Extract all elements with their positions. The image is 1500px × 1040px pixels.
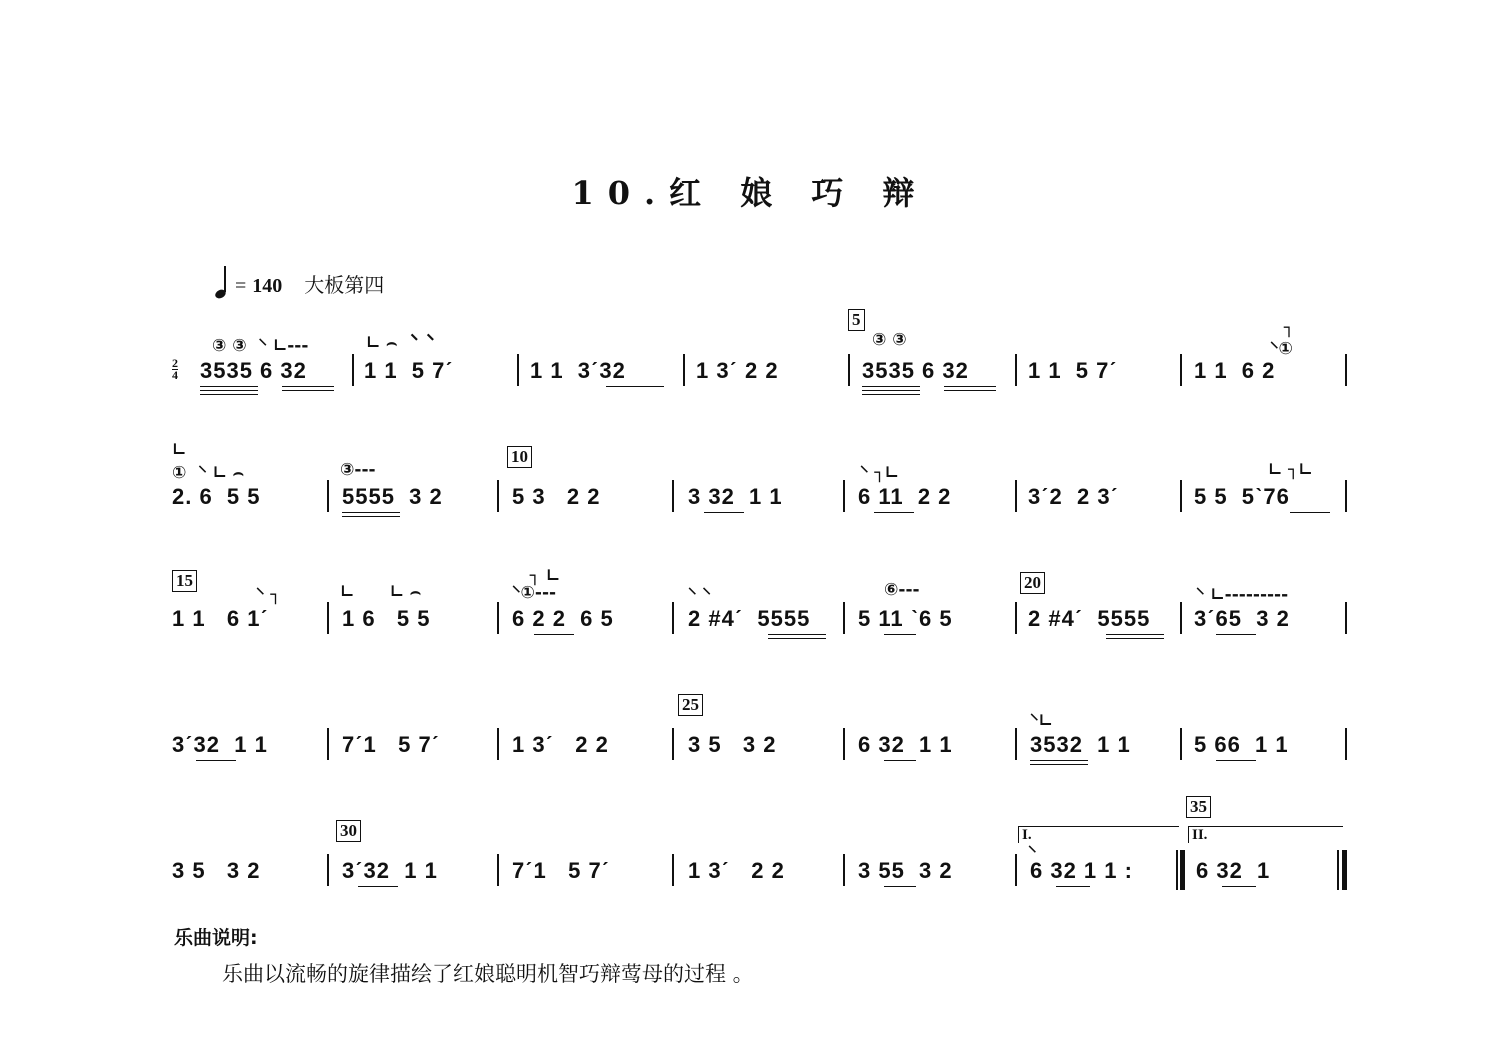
measure: 3535 6 32 bbox=[862, 358, 969, 383]
barline bbox=[1015, 354, 1017, 386]
measure: 1 1 6 2 bbox=[1194, 358, 1276, 383]
bowing-marking-icon: ∟ ┐∟ bbox=[1268, 460, 1313, 480]
final-barline bbox=[1337, 850, 1339, 890]
description-text: 乐曲以流畅的旋律描绘了红娘聪明机智巧辩莺母的过程 。 bbox=[222, 962, 754, 986]
barline bbox=[1345, 480, 1347, 512]
measure: 3 5 3 2 bbox=[688, 732, 777, 757]
measure: 3ˊ65 3 2 bbox=[1194, 606, 1290, 631]
barline bbox=[672, 854, 674, 886]
tempo-mode: 大板第四 bbox=[304, 275, 385, 297]
quarter-note-icon bbox=[215, 266, 229, 298]
barline bbox=[848, 354, 850, 386]
rehearsal-mark: 30 bbox=[336, 820, 361, 842]
barline bbox=[1180, 728, 1182, 760]
measure: 5 3 2 2 bbox=[512, 484, 601, 509]
measure: 3535 6 32 bbox=[200, 358, 307, 383]
string-marking-icon: ③--- bbox=[340, 460, 376, 480]
measure: 5 11 ˋ6 5 bbox=[858, 606, 953, 631]
rehearsal-mark: 5 bbox=[848, 309, 865, 331]
barline bbox=[352, 354, 354, 386]
measure: 3532 1 1 bbox=[1030, 732, 1131, 757]
string-marking-icon: ③ ③ ⸌ ∟--- bbox=[212, 336, 309, 356]
barline bbox=[843, 602, 845, 634]
barline bbox=[327, 480, 329, 512]
piece-title: 10.红 娘 巧 辩 bbox=[571, 174, 929, 212]
measure: 6 32 1 bbox=[1196, 858, 1271, 883]
barline bbox=[327, 854, 329, 886]
tempo-value: 140 bbox=[252, 275, 283, 297]
measure: 1 3ˊ 2 2 bbox=[512, 732, 609, 757]
bowing-marking-icon: ⸌ ∟--------- bbox=[1196, 585, 1289, 605]
measure: 7ˊ1 5 7ˊ bbox=[342, 732, 441, 757]
string-marking-icon: ③ ③ bbox=[872, 330, 907, 350]
barline bbox=[672, 728, 674, 760]
barline bbox=[1176, 850, 1178, 890]
bowing-marking-icon: ⸌ ⸌ bbox=[688, 585, 711, 605]
barline bbox=[1180, 602, 1182, 634]
bowing-marking-icon: ∟ bbox=[172, 440, 187, 460]
measure: 6 32 1 1 : bbox=[1030, 858, 1133, 883]
measure: 1 1 5 7ˊ bbox=[1028, 358, 1118, 383]
barline bbox=[497, 602, 499, 634]
measure: 3ˊ2 2 3ˊ bbox=[1028, 484, 1119, 509]
bowing-marking-icon: ∟ ⌢ ⸌ ⸌ bbox=[366, 333, 436, 353]
measure: 3 55 3 2 bbox=[858, 858, 953, 883]
string-marking-icon: ① ⸌ ∟ ⌢ bbox=[172, 463, 244, 483]
measure: 3ˊ32 1 1 bbox=[172, 732, 268, 757]
final-barline bbox=[1342, 850, 1347, 890]
measure: 6 32 1 1 bbox=[858, 732, 953, 757]
rehearsal-mark: 25 bbox=[678, 694, 703, 716]
barline bbox=[497, 728, 499, 760]
string-marking-icon: ⑥--- bbox=[884, 580, 920, 600]
time-signature: 2 4 bbox=[172, 356, 178, 382]
bowing-marking-icon: ⸌ bbox=[1028, 843, 1037, 863]
barline bbox=[1345, 728, 1347, 760]
measure: 2 #4ˊ 5555 bbox=[1028, 606, 1151, 631]
measure: 6 2 2 6 5 bbox=[512, 606, 614, 631]
barline bbox=[327, 602, 329, 634]
barline bbox=[1015, 854, 1017, 886]
barline bbox=[672, 480, 674, 512]
string-marking-icon: ⸌①--- bbox=[512, 583, 557, 603]
barline bbox=[497, 480, 499, 512]
tempo-marking: = 140 大板第四 bbox=[215, 266, 384, 298]
measure: 5555 3 2 bbox=[342, 484, 443, 509]
barline bbox=[1015, 602, 1017, 634]
barline bbox=[1345, 602, 1347, 634]
volta-bracket: I. bbox=[1018, 826, 1179, 843]
measure: 3 32 1 1 bbox=[688, 484, 783, 509]
barline bbox=[843, 854, 845, 886]
barline bbox=[843, 728, 845, 760]
bowing-marking-icon: ┐ bbox=[1272, 318, 1295, 338]
volta-bracket: II. bbox=[1188, 826, 1343, 843]
measure: 3ˊ32 1 1 bbox=[342, 858, 438, 883]
bowing-marking-icon: ⸌∟ bbox=[1030, 711, 1053, 731]
measure: 1 3ˊ 2 2 bbox=[688, 858, 785, 883]
measure: 7ˊ1 5 7ˊ bbox=[512, 858, 611, 883]
measure: 1 3ˊ 2 2 bbox=[696, 358, 779, 383]
measure: 2 #4ˊ 5555 bbox=[688, 606, 811, 631]
bowing-marking-icon: ┐ ∟ bbox=[512, 566, 561, 586]
barline bbox=[497, 854, 499, 886]
description-heading: 乐曲说明: bbox=[174, 927, 258, 949]
bowing-marking-icon: ⸌ ┐∟ bbox=[860, 463, 899, 483]
rehearsal-mark: 35 bbox=[1186, 796, 1211, 818]
measure: 1 1 6 1ˊ bbox=[172, 606, 269, 631]
barline bbox=[683, 354, 685, 386]
barline bbox=[327, 728, 329, 760]
barline bbox=[517, 354, 519, 386]
barline bbox=[1015, 480, 1017, 512]
repeat-barline bbox=[1180, 850, 1185, 890]
barline bbox=[1180, 480, 1182, 512]
barline bbox=[672, 602, 674, 634]
measure: 2. 6 5 5 bbox=[172, 484, 261, 509]
barline bbox=[843, 480, 845, 512]
measure: 1 1 5 7ˊ bbox=[364, 358, 454, 383]
measure: 1 6 5 5 bbox=[342, 606, 431, 631]
rehearsal-mark: 10 bbox=[507, 446, 532, 468]
measure: 5 5 5ˋ76 bbox=[1194, 484, 1290, 509]
string-marking-icon: ⸌① bbox=[1270, 339, 1293, 359]
barline bbox=[1015, 728, 1017, 760]
measure: 3 5 3 2 bbox=[172, 858, 261, 883]
rehearsal-mark: 15 bbox=[172, 570, 197, 592]
barline bbox=[1180, 354, 1182, 386]
measure: 5 66 1 1 bbox=[1194, 732, 1289, 757]
rehearsal-mark: 20 bbox=[1020, 572, 1045, 594]
measure: 6 11 2 2 bbox=[858, 484, 952, 509]
bowing-marking-icon: ∟ ∟ ⌢ bbox=[340, 582, 422, 602]
barline bbox=[1345, 354, 1347, 386]
measure: 1 1 3ˊ32 bbox=[530, 358, 626, 383]
bowing-marking-icon: ⸌ ┐ bbox=[256, 585, 281, 605]
